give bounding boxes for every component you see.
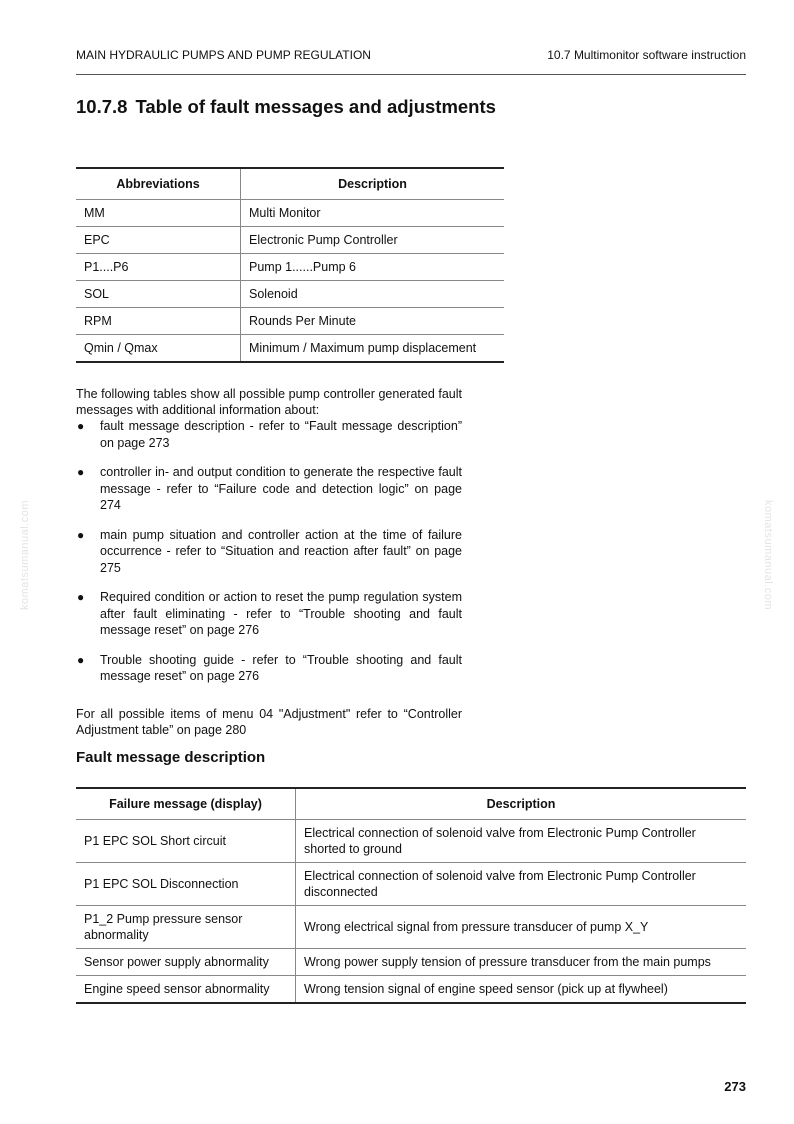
list-item [76,464,462,514]
table-row [76,200,504,227]
description-cell: Electronic Pump Controller [241,227,505,254]
failure-message-cell: P1 EPC SOL Disconnection [76,863,296,906]
list-item-text: Required condition or action to reset the pump regulation system after fault eliminating - refer to “Trouble shooting and fault message reset” on page 276 [100,590,462,637]
table-row [76,335,504,363]
description-cell: Wrong power supply tension of pressure transducer from the main pumps [296,949,747,976]
description-cell: Wrong tension signal of engine speed sensor (pick up at flywheel) [296,976,747,1004]
list-item [76,589,462,639]
list-item-text: controller in- and output condition to generate the respective fault message - refer to “Failure code and detection logic” on page 274 [100,465,462,512]
info-bullet-list [76,418,462,698]
section-heading [76,96,496,118]
table-row [76,906,746,949]
table-header-row [76,168,504,200]
list-item [76,527,462,577]
bullet-icon: ● [77,419,85,433]
watermark-left: komatsumanual.com [19,500,31,610]
running-header-left: MAIN HYDRAULIC PUMPS AND PUMP REGULATION [76,48,371,62]
table-row [76,976,746,1004]
column-header-failure-message: Failure message (display) [76,788,296,820]
abbreviation-cell: P1....P6 [76,254,241,281]
intro-paragraph: The following tables show all possible pump controller generated fault messages with additional information about: [76,386,462,417]
bullet-icon: ● [77,590,85,604]
failure-message-cell: P1_2 Pump pressure sensor abnormality [76,906,296,949]
failure-message-cell: Sensor power supply abnormality [76,949,296,976]
description-cell: Electrical connection of solenoid valve from Electronic Pump Controller disconnected [296,863,747,906]
table-row [76,308,504,335]
bullet-icon: ● [77,652,85,667]
table-row [76,949,746,976]
watermark-right: komatsumanual.com [762,500,774,610]
abbreviation-cell: SOL [76,281,241,308]
column-header-description: Description [241,168,505,200]
table-row [76,227,504,254]
abbreviation-cell: MM [76,200,241,227]
description-cell: Multi Monitor [241,200,505,227]
description-cell: Rounds Per Minute [241,308,505,335]
table-row [76,820,746,863]
table-header-row [76,788,746,820]
table-row [76,281,504,308]
column-header-description: Description [296,788,747,820]
description-cell: Solenoid [241,281,505,308]
header-divider [76,74,746,75]
failure-message-cell: P1 EPC SOL Short circuit [76,820,296,863]
bullet-icon: ● [77,465,85,479]
list-item [76,418,462,451]
bullet-icon: ● [77,527,85,542]
table-row [76,863,746,906]
running-header-right: 10.7 Multimonitor software instruction [547,48,746,62]
list-item-text: Trouble shooting guide - refer to “Trouble shooting and fault message reset” on page 276 [100,652,462,683]
table-row [76,254,504,281]
fault-message-table [76,787,746,1004]
section-number: 10.7.8 [76,96,128,117]
abbreviation-cell: EPC [76,227,241,254]
description-cell: Pump 1......Pump 6 [241,254,505,281]
abbreviations-table [76,167,504,363]
list-item [76,652,462,685]
abbreviation-cell: RPM [76,308,241,335]
subsection-heading: Fault message description [76,749,266,766]
adjustment-paragraph: For all possible items of menu 04 "Adjustment" refer to “Controller Adjustment table” on page 280 [76,706,462,737]
description-cell: Electrical connection of solenoid valve from Electronic Pump Controller shorted to ground [296,820,747,863]
list-item-text: main pump situation and controller action at the time of failure occurrence - refer to “Situation and reaction after fault” on page 275 [100,527,462,575]
section-title: Table of fault messages and adjustments [135,96,496,117]
list-item-text: fault message description - refer to “Fault message description” on page 273 [100,419,462,450]
column-header-abbreviations: Abbreviations [76,168,241,200]
failure-message-cell: Engine speed sensor abnormality [76,976,296,1004]
description-cell: Minimum / Maximum pump displacement [241,335,505,363]
page-number: 273 [724,1079,746,1094]
abbreviation-cell: Qmin / Qmax [76,335,241,363]
description-cell: Wrong electrical signal from pressure transducer of pump X_Y [296,906,747,949]
